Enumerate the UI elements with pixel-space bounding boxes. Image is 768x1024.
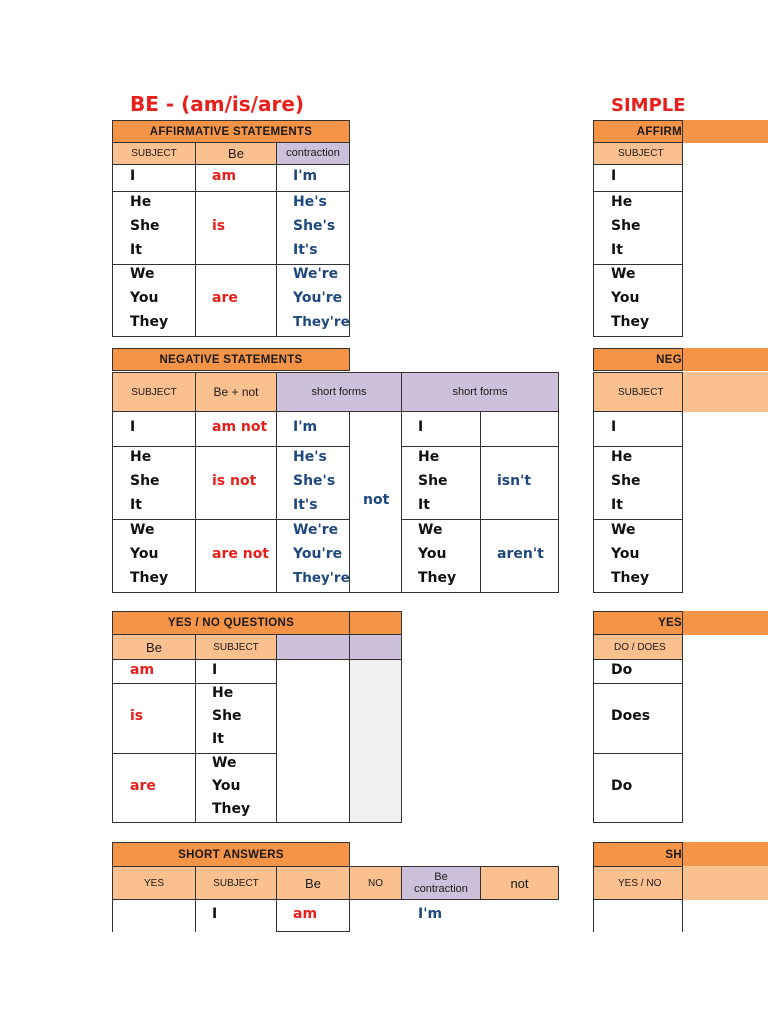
sa-col-not: not (480, 866, 559, 900)
neg-subject-it: It (130, 497, 142, 513)
neg-col-be-not: Be + not (195, 372, 277, 412)
sa-subject-i: I (212, 906, 218, 922)
simple-questions-header: YES (593, 611, 683, 635)
be-title: BE - (am/is/are) (130, 92, 305, 116)
q-be-is: is (130, 708, 144, 724)
contraction-shes: She's (293, 218, 336, 234)
subject-it: It (130, 242, 142, 258)
q-subject-we: We (212, 755, 237, 771)
col-be: Be (195, 142, 277, 165)
neg-short-shes: She's (293, 473, 336, 489)
q-subject-she: She (212, 708, 242, 724)
neg-are-not: are not (212, 546, 269, 562)
q-col-be: Be (112, 634, 196, 660)
neg-subject-you: You (130, 546, 159, 562)
neg-arent: aren't (497, 546, 544, 562)
contraction-were: We're (293, 266, 339, 282)
simple-neg-subject-i: I (611, 419, 617, 435)
neg-col-subject: SUBJECT (112, 372, 196, 412)
simple-col-do-does: DO / DOES (593, 634, 683, 660)
simple-q-do-2: Do (611, 778, 633, 794)
simple-subject-we: We (611, 266, 636, 282)
q-subject-it: It (212, 731, 224, 747)
col-contraction: contraction (276, 142, 350, 165)
be-am: am (212, 168, 237, 184)
contraction-hes: He's (293, 194, 327, 210)
q-col-subject: SUBJECT (195, 634, 277, 660)
sa-contraction-im: I'm (418, 906, 443, 922)
neg-subject2-you: You (418, 546, 447, 562)
simple-title: SIMPLE (611, 95, 686, 116)
neg-subject2-i: I (418, 419, 424, 435)
neg-subject-we: We (130, 522, 155, 538)
questions-header: YES / NO QUESTIONS (112, 611, 350, 635)
simple-subject-she: She (611, 218, 641, 234)
simple-neg-subject-it: It (611, 497, 623, 513)
subject-we: We (130, 266, 155, 282)
neg-am-not: am not (212, 419, 268, 435)
simple-col-subject: SUBJECT (593, 142, 683, 165)
neg-subject-i: I (130, 419, 136, 435)
neg-is-not: is not (212, 473, 257, 489)
simple-negative-header: NEG (593, 348, 683, 371)
neg-subject2-she: She (418, 473, 448, 489)
q-subject-i: I (212, 662, 218, 678)
neg-not: not (363, 492, 390, 508)
short-answers-header: SHORT ANSWERS (112, 842, 350, 867)
subject-she: She (130, 218, 160, 234)
simple-neg-subject-we: We (611, 522, 636, 538)
neg-subject2-it: It (418, 497, 430, 513)
sa-col-be: Be (276, 866, 350, 900)
subject-i: I (130, 168, 136, 184)
sa-col-yes: YES (112, 866, 196, 900)
simple-subject-it: It (611, 242, 623, 258)
simple-subject-you: You (611, 290, 640, 306)
neg-subject-they: They (130, 570, 169, 586)
subject-you: You (130, 290, 159, 306)
neg-short-were: We're (293, 522, 339, 538)
neg-short-theyre: They're (293, 570, 350, 586)
be-are: are (212, 290, 238, 306)
contraction-im: I'm (293, 168, 318, 184)
simple-q-do-1: Do (611, 662, 633, 678)
simple-affirmative-header: AFFIRM (593, 120, 683, 143)
neg-col-short-forms-1: short forms (276, 372, 402, 412)
neg-short-youre: You're (293, 546, 343, 562)
simple-subject-i: I (611, 168, 617, 184)
simple-neg-subject-they: They (611, 570, 650, 586)
simple-subject-they: They (611, 314, 650, 330)
neg-short-hes: He's (293, 449, 327, 465)
neg-isnt: isn't (497, 473, 532, 489)
simple-neg-subject-he: He (611, 449, 633, 465)
col-subject: SUBJECT (112, 142, 196, 165)
neg-short-im: I'm (293, 419, 318, 435)
affirmative-header: AFFIRMATIVE STATEMENTS (112, 120, 350, 143)
simple-neg-col-subject: SUBJECT (593, 372, 683, 412)
neg-subject2-we: We (418, 522, 443, 538)
neg-subject-she: She (130, 473, 160, 489)
neg-subject2-they: They (418, 570, 457, 586)
neg-subject-he: He (130, 449, 152, 465)
simple-neg-subject-she: She (611, 473, 641, 489)
subject-he: He (130, 194, 152, 210)
contraction-youre: You're (293, 290, 343, 306)
simple-short-answers-header: SH (593, 842, 683, 867)
sa-col-subject: SUBJECT (195, 866, 277, 900)
q-subject-you: You (212, 778, 241, 794)
sa-col-be-contraction: Be contraction (401, 866, 481, 900)
simple-q-does: Does (611, 708, 651, 724)
neg-subject2-he: He (418, 449, 440, 465)
sa-col-no: NO (349, 866, 402, 900)
be-is: is (212, 218, 226, 234)
q-be-am: am (130, 662, 155, 678)
q-be-are: are (130, 778, 156, 794)
neg-col-short-forms-2: short forms (401, 372, 559, 412)
contraction-theyre: They're (293, 314, 350, 330)
sa-be-am: am (293, 906, 318, 922)
contraction-its: It's (293, 242, 318, 258)
neg-short-its: It's (293, 497, 318, 513)
q-subject-he: He (212, 685, 234, 701)
q-subject-they: They (212, 801, 251, 817)
simple-subject-he: He (611, 194, 633, 210)
simple-neg-subject-you: You (611, 546, 640, 562)
negative-header: NEGATIVE STATEMENTS (112, 348, 350, 371)
subject-they: They (130, 314, 169, 330)
simple-col-yes-no: YES / NO (593, 866, 683, 900)
